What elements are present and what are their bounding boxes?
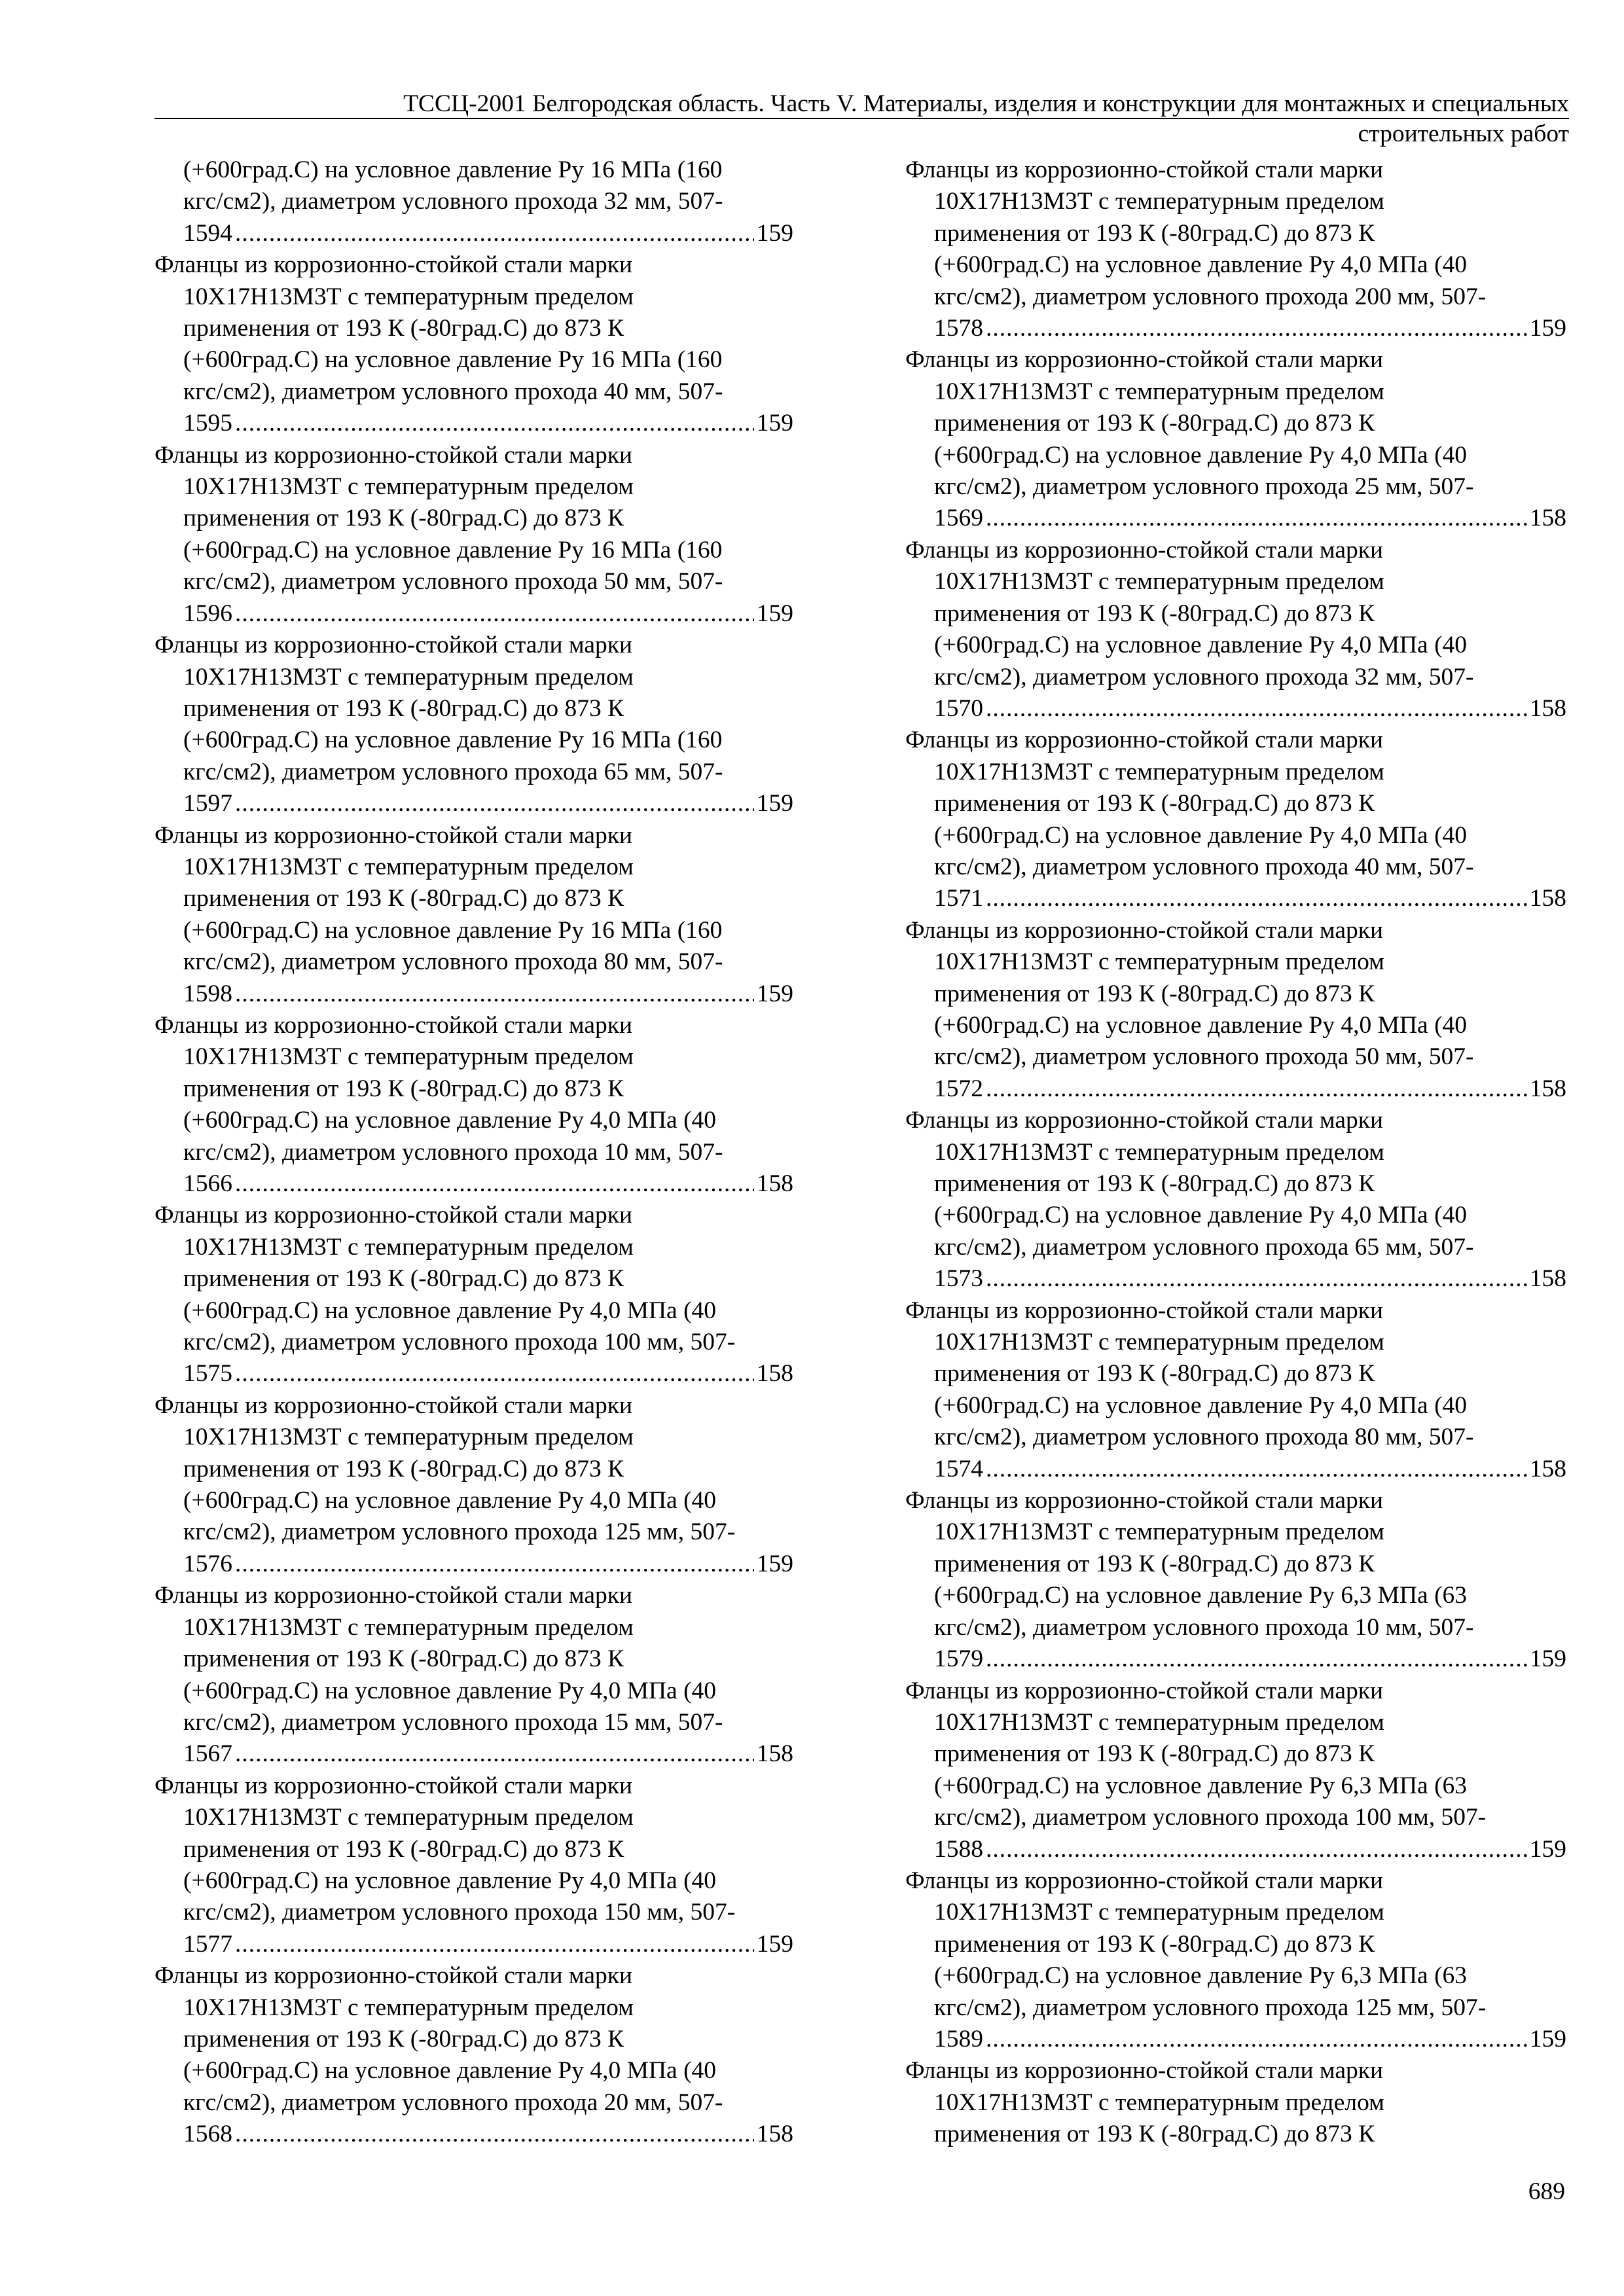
entry-text-line: (+600град.С) на условное давление Ру 4,0 МПа (40 <box>934 441 1468 469</box>
entry-text-line: Фланцы из коррозионно-стойкой стали марки <box>905 916 1384 944</box>
entry-text-line: кгс/см2), диаметром условного прохода 32 мм, 507- <box>934 663 1474 691</box>
entry-code-line <box>183 1929 793 1960</box>
entry-page-ref: 158 <box>756 1740 793 1768</box>
dot-leader <box>235 1358 754 1390</box>
entry-code-line <box>934 1454 1566 1485</box>
dot-leader <box>235 978 754 1010</box>
entry-code: 1572 <box>934 1075 983 1102</box>
entry-text-line: Фланцы из коррозионно-стойкой стали марки <box>154 1582 633 1609</box>
entry-code: 1588 <box>934 1835 983 1863</box>
index-entry <box>154 440 793 630</box>
index-entry <box>905 535 1566 725</box>
entry-text-line: (+600град.С) на условное давление Ру 6,3 МПа (63 <box>934 1772 1468 1799</box>
entry-page-ref: 159 <box>756 600 793 627</box>
entry-page-ref: 158 <box>1529 1265 1566 1293</box>
entry-code: 1570 <box>934 694 983 722</box>
entry-page-ref: 159 <box>1529 315 1566 342</box>
entry-text-line: 10Х17Н13М3Т с температурным пределом <box>183 1424 634 1451</box>
entry-code-line <box>934 1263 1566 1295</box>
entry-text-line: Фланцы из коррозионно-стойкой стали марки <box>154 1391 633 1419</box>
entry-text-line: (+600град.С) на условное давление Ру 4,0 МПа (40 <box>934 251 1468 279</box>
entry-page-ref: 159 <box>756 790 793 817</box>
dot-leader <box>986 1834 1527 1865</box>
entry-text-line: применения от 193 К (-80град.С) до 873 К <box>934 980 1375 1007</box>
entry-text-line: 10Х17Н13М3Т с температурным пределом <box>934 378 1384 405</box>
index-entry <box>905 1105 1566 1295</box>
running-header-line-2: строительных работ <box>1358 120 1569 147</box>
index-entry <box>154 820 793 1010</box>
entry-text-line: применения от 193 К (-80град.С) до 873 К <box>183 694 624 722</box>
entry-page-ref: 159 <box>756 1930 793 1958</box>
entry-page-ref: 158 <box>756 2121 793 2148</box>
entry-text-line: 10Х17Н13М3Т с температурным пределом <box>183 663 634 691</box>
entry-code: 1573 <box>934 1265 983 1293</box>
entry-text-line: кгс/см2), диаметром условного прохода 20 мм, 507- <box>183 2089 723 2116</box>
entry-page-ref: 159 <box>1529 2025 1566 2053</box>
entry-code-line <box>934 883 1566 914</box>
entry-text-line: применения от 193 К (-80град.С) до 873 К <box>934 1170 1375 1197</box>
entry-text-line: Фланцы из коррозионно-стойкой стали марки <box>154 1962 633 1990</box>
entry-text-line: 10Х17Н13М3Т с температурным пределом <box>183 1804 634 1831</box>
entry-text-line: (+600град.С) на условное давление Ру 6,3 МПа (63 <box>934 1582 1468 1609</box>
entry-code-line <box>183 788 793 819</box>
entry-text-line: Фланцы из коррозионно-стойкой стали марки <box>154 1011 633 1039</box>
entry-text-line: 10Х17Н13М3Т с температурным пределом <box>934 1138 1384 1166</box>
entry-text-line: кгс/см2), диаметром условного прохода 10 мм, 507- <box>934 1613 1474 1641</box>
entry-text-line: (+600град.С) на условное давление Ру 4,0 МПа (40 <box>934 632 1468 659</box>
entry-text-line: Фланцы из коррозионно-стойкой стали марки <box>154 1772 633 1799</box>
entry-text-line: (+600град.С) на условное давление Ру 4,0 МПа (40 <box>934 1391 1468 1419</box>
entry-code-line <box>183 2119 793 2150</box>
entry-text-line: кгс/см2), диаметром условного прохода 10 мм, 507- <box>183 1138 723 1166</box>
entry-text-line: применения от 193 К (-80град.С) до 873 К <box>183 1075 624 1102</box>
entry-text-line: 10Х17Н13М3Т с температурным пределом <box>183 853 634 880</box>
entry-text-line: Фланцы из коррозионно-стойкой стали марки <box>905 1867 1384 1894</box>
header-rule <box>154 118 1569 119</box>
entry-text-line: (+600град.С) на условное давление Ру 4,0 МПа (40 <box>183 1297 717 1324</box>
entry-text-line: кгс/см2), диаметром условного прохода 65 мм, 507- <box>183 758 723 785</box>
entry-code: 1579 <box>934 1645 983 1673</box>
entry-text-line: Фланцы из коррозионно-стойкой стали марки <box>905 1297 1384 1324</box>
entry-text-line: применения от 193 К (-80град.С) до 873 К <box>934 1740 1375 1768</box>
entry-page-ref: 158 <box>1529 694 1566 722</box>
entry-text-line: (+600град.С) на условное давление Ру 16 МПа (160 <box>183 346 723 374</box>
entry-code: 1569 <box>934 505 983 532</box>
entry-code: 1568 <box>183 2121 232 2148</box>
entry-code-line <box>934 2024 1566 2055</box>
dot-leader <box>986 313 1527 344</box>
entry-code-line <box>183 1358 793 1390</box>
entry-text-line: кгс/см2), диаметром условного прохода 80 мм, 507- <box>183 948 723 976</box>
entry-text-line: (+600град.С) на условное давление Ру 6,3 МПа (63 <box>934 1962 1468 1990</box>
dot-leader <box>235 1738 754 1770</box>
entry-text-line: (+600град.С) на условное давление Ру 16 МПа (160 <box>183 536 723 564</box>
entry-text-line: применения от 193 К (-80град.С) до 873 К <box>183 2025 624 2053</box>
entry-text-line: применения от 193 К (-80град.С) до 873 К <box>934 219 1375 247</box>
entry-text-line: (+600град.С) на условное давление Ру 16 МПа (160 <box>183 156 723 183</box>
entry-text-line: 10Х17Н13М3Т с температурным пределом <box>934 1518 1384 1546</box>
entry-text-line: (+600град.С) на условное давление Ру 16 МПа (160 <box>183 726 723 754</box>
entry-page-ref: 158 <box>1529 505 1566 532</box>
entry-code: 1566 <box>183 1170 232 1197</box>
entry-text-line: Фланцы из коррозионно-стойкой стали марки <box>905 1677 1384 1704</box>
entry-code: 1567 <box>183 1740 232 1768</box>
entry-text-line: 10Х17Н13М3Т с температурным пределом <box>934 2089 1384 2116</box>
index-entry <box>905 915 1566 1105</box>
dot-leader <box>235 788 754 819</box>
entry-text-line: (+600град.С) на условное давление Ру 4,0 МПа (40 <box>183 2057 717 2085</box>
entry-text-line: Фланцы из коррозионно-стойкой стали марки <box>905 346 1384 374</box>
entry-code-line <box>934 693 1566 725</box>
entry-page-ref: 158 <box>756 1170 793 1197</box>
index-entry <box>154 1010 793 1200</box>
entry-text-line: (+600град.С) на условное давление Ру 4,0 МПа (40 <box>183 1107 717 1134</box>
dot-leader <box>235 408 754 439</box>
dot-leader <box>986 1073 1527 1105</box>
entry-page-ref: 158 <box>1529 1075 1566 1102</box>
index-entry <box>905 1865 1566 2055</box>
entry-text-line: применения от 193 К (-80град.С) до 873 К <box>183 1645 624 1673</box>
index-entry <box>154 154 793 249</box>
entry-code: 1578 <box>934 315 983 342</box>
entry-page-ref: 159 <box>756 219 793 247</box>
entry-code-line <box>183 978 793 1010</box>
entry-text-line: Фланцы из коррозионно-стойкой стали марки <box>154 441 633 469</box>
entry-text-line: применения от 193 К (-80град.С) до 873 К <box>934 600 1375 627</box>
entry-text-line: (+600град.С) на условное давление Ру 4,0 МПа (40 <box>934 1011 1468 1039</box>
entry-text-line: применения от 193 К (-80град.С) до 873 К <box>934 2121 1375 2148</box>
entry-text-line: (+600град.С) на условное давление Ру 16 МПа (160 <box>183 916 723 944</box>
entry-code-line <box>183 1168 793 1200</box>
entry-code: 1595 <box>183 410 232 437</box>
entry-page-ref: 158 <box>1529 1455 1566 1482</box>
index-entry <box>905 1485 1566 1675</box>
entry-text-line: применения от 193 К (-80град.С) до 873 К <box>183 885 624 912</box>
entry-code: 1596 <box>183 600 232 627</box>
entry-page-ref: 159 <box>1529 1835 1566 1863</box>
entry-text-line: 10Х17Н13М3Т с температурным пределом <box>934 758 1384 785</box>
entry-text-line: применения от 193 К (-80град.С) до 873 К <box>183 1455 624 1482</box>
entry-text-line: Фланцы из коррозионно-стойкой стали марки <box>905 1487 1384 1515</box>
entry-text-line: 10Х17Н13М3Т с температурным пределом <box>934 1329 1384 1356</box>
dot-leader <box>986 1263 1527 1295</box>
entry-text-line: Фланцы из коррозионно-стойкой стали марки <box>905 726 1384 754</box>
entry-code: 1574 <box>934 1455 983 1482</box>
entry-code-line <box>934 1643 1566 1675</box>
entry-text-line: кгс/см2), диаметром условного прохода 15 мм, 507- <box>183 1708 723 1736</box>
entry-code-line <box>934 503 1566 534</box>
entry-text-line: 10Х17Н13М3Т с температурным пределом <box>934 948 1384 976</box>
entry-text-line: Фланцы из коррозионно-стойкой стали марки <box>154 1202 633 1229</box>
entry-text-line: кгс/см2), диаметром условного прохода 25 мм, 507- <box>934 473 1474 501</box>
entry-text-line: кгс/см2), диаметром условного прохода 125 мм, 507- <box>183 1518 736 1546</box>
entry-code-line <box>183 408 793 439</box>
index-column-right <box>905 154 1566 2151</box>
entry-text-line: кгс/см2), диаметром условного прохода 40 мм, 507- <box>934 853 1474 880</box>
entry-text-line: применения от 193 К (-80град.С) до 873 К <box>183 505 624 532</box>
index-entry <box>905 1295 1566 1485</box>
entry-text-line: применения от 193 К (-80град.С) до 873 К <box>934 410 1375 437</box>
entry-page-ref: 158 <box>1529 885 1566 912</box>
entry-text-line: 10Х17Н13М3Т с температурным пределом <box>183 1994 634 2021</box>
dot-leader <box>235 598 754 630</box>
entry-text-line: 10Х17Н13М3Т с температурным пределом <box>934 1708 1384 1736</box>
dot-leader <box>986 1454 1527 1485</box>
index-column-left <box>154 154 793 2151</box>
index-entry <box>905 1676 1566 1865</box>
entry-code-line <box>183 1549 793 1580</box>
entry-code: 1577 <box>183 1930 232 1958</box>
entry-code: 1571 <box>934 885 983 912</box>
entry-text-line: кгс/см2), диаметром условного прохода 125 мм, 507- <box>934 1994 1487 2021</box>
entry-page-ref: 159 <box>756 1550 793 1577</box>
entry-text-line: кгс/см2), диаметром условного прохода 50 мм, 507- <box>934 1043 1474 1071</box>
running-header <box>154 89 1569 149</box>
entry-text-line: Фланцы из коррозионно-стойкой стали марки <box>905 2057 1384 2085</box>
running-header-line-1: ТССЦ-2001 Белгородская область. Часть V. Материалы, изделия и конструкции для монтажных и специальных <box>403 90 1569 117</box>
dot-leader <box>986 693 1527 725</box>
entry-text-line: применения от 193 К (-80град.С) до 873 К <box>934 1550 1375 1577</box>
index-entry <box>905 725 1566 914</box>
entry-text-line: применения от 193 К (-80град.С) до 873 К <box>183 1265 624 1293</box>
entry-code-line <box>934 1073 1566 1105</box>
entry-text-line: 10Х17Н13М3Т с температурным пределом <box>183 283 634 310</box>
index-entry <box>154 1770 793 1960</box>
index-entry <box>154 1960 793 2150</box>
dot-leader <box>235 1168 754 1200</box>
dot-leader <box>235 2119 754 2150</box>
entry-code-line <box>934 1834 1566 1865</box>
entry-page-ref: 158 <box>756 1360 793 1388</box>
entry-text-line: 10Х17Н13М3Т с температурным пределом <box>934 188 1384 215</box>
index-entry <box>154 1390 793 1580</box>
entry-text-line: кгс/см2), диаметром условного прохода 80 мм, 507- <box>934 1424 1474 1451</box>
entry-text-line: 10Х17Н13М3Т с температурным пределом <box>934 1899 1384 1926</box>
entry-code: 1597 <box>183 790 232 817</box>
entry-code: 1576 <box>183 1550 232 1577</box>
entry-text-line: применения от 193 К (-80град.С) до 873 К <box>183 1835 624 1863</box>
entry-text-line: кгс/см2), диаметром условного прохода 100 мм, 507- <box>934 1804 1487 1831</box>
index-entry <box>154 1580 793 1770</box>
entry-text-line: Фланцы из коррозионно-стойкой стали марки <box>905 536 1384 564</box>
entry-code-line <box>183 598 793 630</box>
entry-text-line: Фланцы из коррозионно-стойкой стали марки <box>154 632 633 659</box>
entry-code: 1598 <box>183 980 232 1007</box>
entry-code-line <box>183 1738 793 1770</box>
entry-text-line: Фланцы из коррозионно-стойкой стали марки <box>154 821 633 849</box>
entry-text-line: применения от 193 К (-80град.С) до 873 К <box>183 315 624 342</box>
entry-text-line: кгс/см2), диаметром условного прохода 100 мм, 507- <box>183 1329 736 1356</box>
index-entry <box>905 2055 1566 2150</box>
entry-text-line: (+600град.С) на условное давление Ру 4,0 МПа (40 <box>183 1677 717 1704</box>
index-entry <box>905 344 1566 534</box>
entry-code: 1575 <box>183 1360 232 1388</box>
entry-text-line: 10Х17Н13М3Т с температурным пределом <box>934 568 1384 596</box>
index-entry <box>154 630 793 819</box>
entry-text-line: применения от 193 К (-80град.С) до 873 К <box>934 1930 1375 1958</box>
entry-text-line: (+600град.С) на условное давление Ру 4,0 МПа (40 <box>934 1202 1468 1229</box>
entry-page-ref: 159 <box>756 980 793 1007</box>
entry-text-line: Фланцы из коррозионно-стойкой стали марки <box>905 156 1384 183</box>
entry-text-line: (+600град.С) на условное давление Ру 4,0 МПа (40 <box>183 1867 717 1894</box>
entry-text-line: 10Х17Н13М3Т с температурным пределом <box>183 473 634 501</box>
entry-text-line: кгс/см2), диаметром условного прохода 32 мм, 507- <box>183 188 723 215</box>
dot-leader <box>235 1929 754 1960</box>
entry-text-line: кгс/см2), диаметром условного прохода 200 мм, 507- <box>934 283 1487 310</box>
entry-text-line: (+600град.С) на условное давление Ру 4,0 МПа (40 <box>183 1487 717 1515</box>
entry-text-line: Фланцы из коррозионно-стойкой стали марки <box>905 1107 1384 1134</box>
index-entry <box>154 1200 793 1390</box>
dot-leader <box>986 1643 1527 1675</box>
dot-leader <box>986 883 1527 914</box>
entry-page-ref: 159 <box>1529 1645 1566 1673</box>
index-entry <box>905 154 1566 344</box>
entry-text-line: (+600град.С) на условное давление Ру 4,0 МПа (40 <box>934 821 1468 849</box>
entry-code-line <box>934 313 1566 344</box>
dot-leader <box>986 503 1527 534</box>
entry-page-ref: 159 <box>756 410 793 437</box>
page-number: 689 <box>1528 2178 1565 2205</box>
entry-text-line: кгс/см2), диаметром условного прохода 40 мм, 507- <box>183 378 723 405</box>
entry-code: 1594 <box>183 219 232 247</box>
dot-leader <box>235 218 754 249</box>
entry-code: 1589 <box>934 2025 983 2053</box>
dot-leader <box>986 2024 1527 2055</box>
entry-text-line: применения от 193 К (-80град.С) до 873 К <box>934 790 1375 817</box>
index-entry <box>154 249 793 439</box>
entry-text-line: Фланцы из коррозионно-стойкой стали марки <box>154 251 633 279</box>
entry-text-line: кгс/см2), диаметром условного прохода 65 мм, 507- <box>934 1233 1474 1261</box>
entry-text-line: 10Х17Н13М3Т с температурным пределом <box>183 1233 634 1261</box>
entry-text-line: 10Х17Н13М3Т с температурным пределом <box>183 1613 634 1641</box>
entry-text-line: 10Х17Н13М3Т с температурным пределом <box>183 1043 634 1071</box>
entry-text-line: кгс/см2), диаметром условного прохода 50 мм, 507- <box>183 568 723 596</box>
entry-text-line: кгс/см2), диаметром условного прохода 150 мм, 507- <box>183 1899 736 1926</box>
entry-text-line: применения от 193 К (-80град.С) до 873 К <box>934 1360 1375 1388</box>
entry-code-line <box>183 218 793 249</box>
dot-leader <box>235 1549 754 1580</box>
